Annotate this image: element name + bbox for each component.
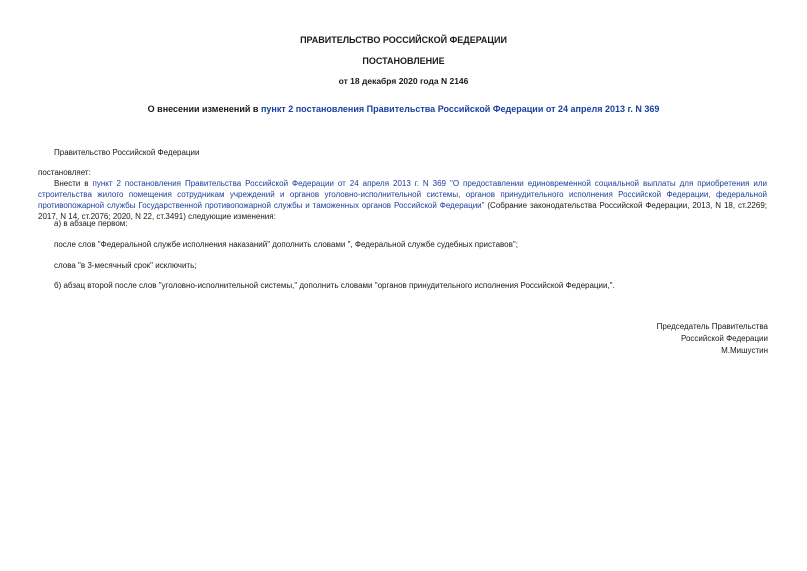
paragraph-postanovlyaet: постановляет:	[38, 168, 91, 177]
title-prefix: О внесении изменений в	[147, 104, 261, 114]
paragraph-item-a2: слова "в 3-месячный срок" исключить;	[54, 261, 197, 270]
date-number-heading: от 18 декабря 2020 года N 2146	[338, 76, 469, 86]
government-heading: ПРАВИТЕЛЬСТВО РОССИЙСКОЙ ФЕДЕРАЦИИ	[300, 35, 507, 45]
paragraph-government: Правительство Российской Федерации	[54, 148, 200, 157]
main-suffix: (Собрание законодательства Российской Федерации, 2013, N 18, ст.2269; 2017, N 14, ст.2076; 2020, N 22, ст.3491) следующие изменения:	[38, 201, 768, 221]
title-link[interactable]: пункт 2 постановления Правительства Российской Федерации от 24 апреля 2013 г. N 369	[260, 104, 660, 114]
doc-type-heading: ПОСТАНОВЛЕНИЕ	[362, 56, 445, 66]
paragraph-item-b: б) абзац второй после слов "уголовно-исполнительной системы," дополнить словами "органов принудительного исполнения Российской Федерации,".	[54, 281, 615, 290]
document-title	[0, 104, 807, 115]
paragraph-item-a1: после слов "Федеральной службе исполнения наказаний" дополнить словами ", Федеральной службе судебных приставов";	[54, 240, 518, 249]
signature-name: М.Мишустин	[721, 346, 768, 355]
signature-org: Российской Федерации	[681, 334, 768, 343]
paragraph-main	[38, 178, 767, 222]
signature-title: Председатель Правительства	[656, 322, 768, 331]
paragraph-item-a: а) в абзаце первом:	[54, 219, 128, 228]
main-prefix: Внести в	[54, 179, 93, 188]
main-link[interactable]: пункт 2 постановления Правительства Российской Федерации от 24 апреля 2013 г. N 369 "О предоставлении единовременной социальной выплаты для приобретения или строительства жилого помещения сотрудникам учреждений и органов уголовно-исполнительной системы, органов принудительного исполнения Российской Федерации, федеральной противопожарной службы Государственной противопожарной службы и таможенных органов Российской Федерации"	[38, 179, 768, 210]
